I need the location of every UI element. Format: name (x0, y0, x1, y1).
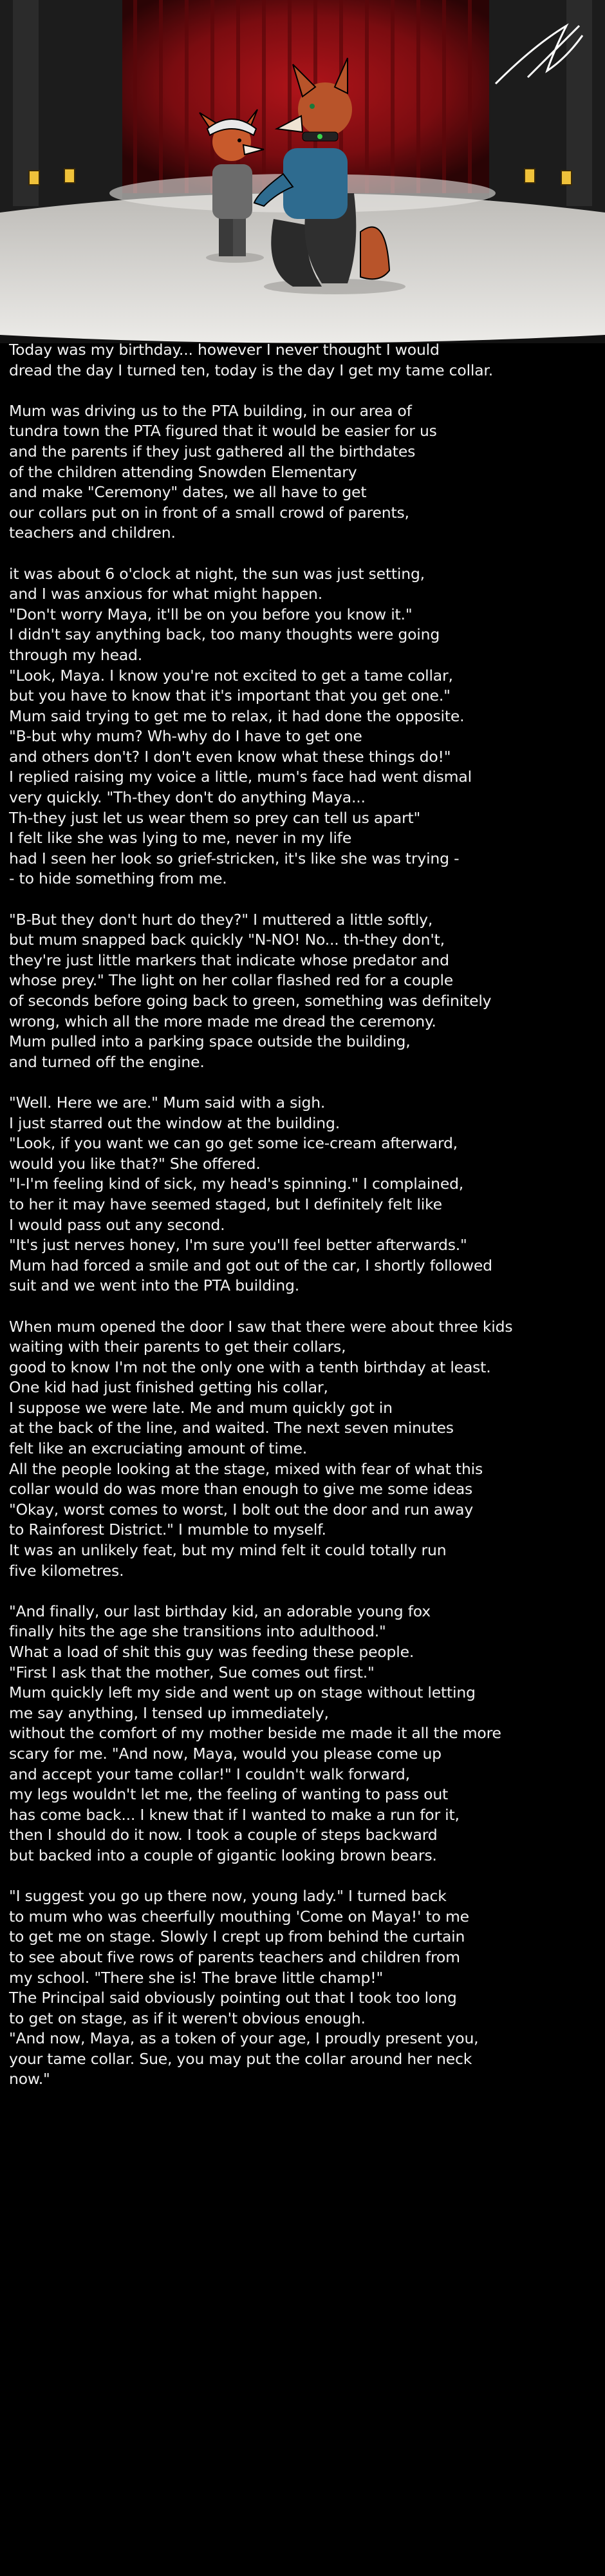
story-line: to Rainforest District." I mumble to myself. (9, 1520, 326, 1539)
story-line: had I seen her look so grief-stricken, it's like she was trying - (9, 849, 460, 867)
story-line: would you like that?" She offered. (9, 1154, 261, 1173)
story-paragraph (9, 910, 599, 1073)
story-line: and others don't? I don't even know what these things do!" (9, 747, 451, 766)
story-line: to see about five rows of parents teachers and children from (9, 1947, 460, 1966)
story-text (9, 340, 599, 2110)
story-paragraph (9, 1886, 599, 2090)
story-line: our collars put on in front of a small crowd of parents, (9, 503, 409, 522)
story-line: Mum pulled into a parking space outside the building, (9, 1032, 411, 1051)
story-line: now." (9, 2070, 50, 2088)
story-line: tundra town the PTA figured that it would be easier for us (9, 422, 437, 440)
story-paragraph (9, 401, 599, 544)
story-paragraph (9, 564, 599, 890)
story-line: What a load of shit this guy was feeding these people. (9, 1643, 414, 1661)
story-line: I didn't say anything back, too many thoughts were going (9, 625, 440, 644)
story-line: "I suggest you go up there now, young lady." I turned back (9, 1887, 447, 1906)
story-line: at the back of the line, and waited. The next seven minutes (9, 1419, 454, 1437)
story-line: has come back... I knew that if I wanted to make a run for it, (9, 1805, 460, 1824)
story-line: and make "Ceremony" dates, we all have to get (9, 483, 367, 502)
story-line: "First I ask that the mother, Sue comes out first." (9, 1663, 375, 1681)
story-line: Th-they just let us wear them so prey can tell us apart" (9, 808, 421, 827)
story-line: it was about 6 o'clock at night, the sun was just setting, (9, 564, 425, 583)
story-line: and I was anxious for what might happen. (9, 585, 322, 603)
story-line: waiting with their parents to get their collars, (9, 1338, 346, 1356)
story-line: collar would do was more than enough to give me some ideas (9, 1480, 473, 1499)
story-line: "Well. Here we are." Mum said with a sigh. (9, 1093, 326, 1112)
story-line: teachers and children. (9, 524, 176, 542)
story-line: felt like an excruciating amount of time. (9, 1439, 307, 1458)
story-line: your tame collar. Sue, you may put the collar around her neck (9, 2049, 472, 2068)
story-line: "It's just nerves honey, I'm sure you'll feel better afterwards." (9, 1236, 467, 1255)
story-line: Mum quickly left my side and went up on stage without letting (9, 1683, 476, 1702)
story-line: to mum who was cheerfully mouthing 'Come on Maya!' to me (9, 1907, 469, 1926)
story-paragraph (9, 1093, 599, 1296)
story-line: I felt like she was lying to me, never in my life (9, 829, 352, 848)
story-line: without the comfort of my mother beside me made it all the more (9, 1724, 501, 1743)
story-paragraph (9, 1317, 599, 1582)
story-line: Mum had forced a smile and got out of the car, I shortly followed (9, 1256, 492, 1274)
story-line: finally hits the age she transitions into adulthood." (9, 1622, 386, 1641)
story-line: It was an unlikely feat, but my mind felt it could totally run (9, 1541, 447, 1560)
story-line: All the people looking at the stage, mixed with fear of what this (9, 1459, 483, 1478)
story-line: whose prey." The light on her collar flashed red for a couple (9, 971, 454, 990)
story-line: scary for me. "And now, Maya, would you please come up (9, 1744, 442, 1763)
story-line: five kilometres. (9, 1561, 124, 1580)
story-paragraph (9, 340, 599, 381)
story-line: suit and we went into the PTA building. (9, 1276, 300, 1295)
story-line: and turned off the engine. (9, 1052, 205, 1071)
story-line: to get on stage, as if it weren't obvious enough. (9, 2009, 366, 2027)
story-line: "And now, Maya, as a token of your age, I proudly present you, (9, 2029, 479, 2048)
story-paragraph (9, 1602, 599, 1866)
story-line: very quickly. "Th-they don't do anything Maya... (9, 788, 366, 807)
story-line: of seconds before going back to green, something was definitely (9, 992, 492, 1010)
story-line: my school. "There she is! The brave little champ!" (9, 1968, 384, 1987)
story-line: I would pass out any second. (9, 1215, 225, 1234)
story-line: but you have to know that it's important that you get one." (9, 687, 451, 705)
story-line: One kid had just finished getting his collar, (9, 1378, 328, 1397)
story-line: then I should do it now. I took a couple of steps backward (9, 1826, 438, 1844)
stage-illustration (0, 0, 605, 343)
story-line: "B-But they don't hurt do they?" I muttered a little softly, (9, 910, 433, 929)
story-line: When mum opened the door I saw that there were about three kids (9, 1317, 513, 1336)
story-line: "And finally, our last birthday kid, an adorable young fox (9, 1602, 431, 1620)
story-line: "B-but why mum? Wh-why do I have to get one (9, 727, 362, 746)
story-line: but backed into a couple of gigantic looking brown bears. (9, 1846, 437, 1864)
story-line: they're just little markers that indicate whose predator and (9, 951, 449, 969)
story-line: and the parents if they just gathered all the birthdates (9, 442, 416, 460)
story-line: but mum snapped back quickly "N-NO! No... th-they don't, (9, 931, 445, 949)
story-line: dread the day I turned ten, today is the day I get my tame collar. (9, 361, 493, 379)
story-line: "I-I'm feeling kind of sick, my head's spinning." I complained, (9, 1175, 464, 1193)
story-line: Mum said trying to get me to relax, it had done the opposite. (9, 706, 465, 725)
story-line: "Look, if you want we can go get some ice-cream afterward, (9, 1134, 458, 1153)
story-line: "Don't worry Maya, it'll be on you before you know it." (9, 605, 413, 623)
story-line: I replied raising my voice a little, mum's face had went dismal (9, 768, 472, 786)
story-line: me say anything, I tensed up immediately, (9, 1703, 329, 1722)
story-line: to her it may have seemed staged, but I definitely felt like (9, 1195, 442, 1213)
story-line: "Okay, worst comes to worst, I bolt out the door and run away (9, 1500, 474, 1519)
story-line: my legs wouldn't let me, the feeling of wanting to pass out (9, 1785, 449, 1804)
story-line: Today was my birthday... however I never thought I would (9, 341, 440, 359)
story-line: of the children attending Snowden Elementary (9, 462, 357, 481)
story-line: Mum was driving us to the PTA building, in our area of (9, 401, 412, 420)
story-line: through my head. (9, 645, 143, 664)
story-line: to get me on stage. Slowly I crept up from behind the curtain (9, 1927, 465, 1946)
story-line: "Look, Maya. I know you're not excited to get a tame collar, (9, 666, 453, 685)
story-line: The Principal said obviously pointing out that I took too long (9, 1989, 457, 2007)
story-line: I suppose we were late. Me and mum quickly got in (9, 1398, 393, 1417)
story-line: I just starred out the window at the building. (9, 1113, 340, 1132)
story-line: wrong, which all the more made me dread the ceremony. (9, 1012, 436, 1030)
story-line: good to know I'm not the only one with a tenth birthday at least. (9, 1358, 491, 1376)
story-line: and accept your tame collar!" I couldn't walk forward, (9, 1765, 410, 1783)
story-line: - to hide something from me. (9, 869, 227, 888)
